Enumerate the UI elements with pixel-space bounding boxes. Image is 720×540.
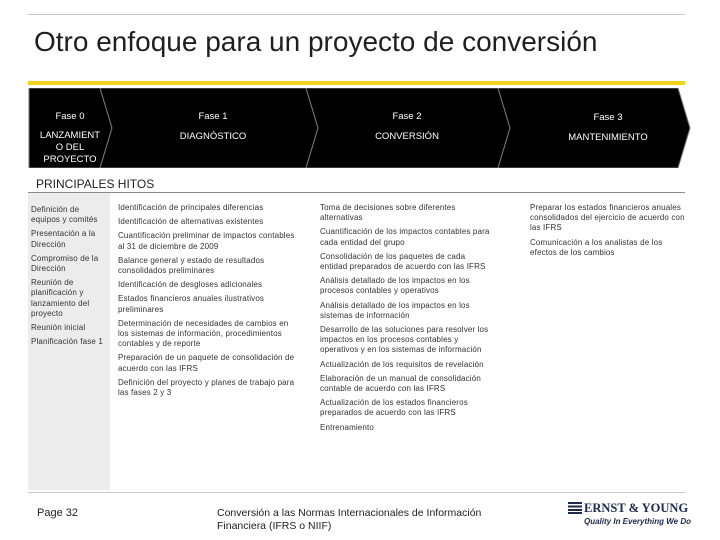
milestone-item: Preparación de un paquete de consolidación de acuerdo con las IFRS bbox=[118, 353, 295, 373]
milestone-item: Análisis detallado de los impactos en los procesos contables y operativos bbox=[320, 276, 470, 296]
milestone-item: Desarrollo de las soluciones para resolver los impactos en los procesos contables y operativos y en los sistemas de información bbox=[320, 325, 489, 355]
phase-0 bbox=[30, 111, 110, 166]
milestone-item: Identificación de principales diferencias bbox=[118, 203, 264, 212]
milestone-item: Estados financieros anuales ilustrativos preliminares bbox=[118, 294, 265, 314]
milestone-item: Toma de decisiones sobre diferentes alternativas bbox=[320, 203, 456, 223]
milestones-phase-1 bbox=[118, 203, 298, 402]
milestone-item: Actualización de los requisitos de revelación bbox=[320, 359, 484, 369]
milestones-phase-2 bbox=[320, 203, 490, 437]
phase-3-number: Fase 3 bbox=[593, 112, 623, 123]
milestones-rule bbox=[28, 192, 685, 193]
phase-3 bbox=[518, 112, 698, 144]
logo-tagline: Quality In Everything We Do bbox=[584, 517, 691, 526]
milestone-item: Reunión de planificación y lanzamiento del proyecto bbox=[31, 278, 90, 318]
footer-caption: Conversión a las Normas Internacionales de Información Financiera (IFRS o NIIF) bbox=[217, 507, 482, 532]
page-number: Page 32 bbox=[37, 507, 78, 519]
milestone-item: Cuantificación preliminar de impactos contables al 31 de diciembre de 2009 bbox=[118, 231, 295, 251]
logo-mark-icon bbox=[568, 502, 582, 514]
milestone-item: Definición del proyecto y planes de trabajo para las fases 2 y 3 bbox=[118, 377, 295, 398]
slide-title: Otro enfoque para un proyecto de conversión bbox=[34, 26, 598, 57]
phase-1-number: Fase 1 bbox=[198, 111, 228, 122]
logo-name: ERNST & YOUNG bbox=[584, 501, 689, 515]
phase-2-label: CONVERSIÓN bbox=[375, 131, 439, 142]
footer-rule bbox=[28, 492, 685, 493]
milestone-item: Presentación a la Dirección bbox=[31, 229, 96, 249]
ernst-young-logo bbox=[568, 500, 691, 530]
milestone-item: Compromiso de la Dirección bbox=[31, 253, 99, 274]
top-rule bbox=[28, 14, 685, 15]
milestone-item: Preparar los estados financieros anuales consolidados del ejercicio de acuerdo con las IFRS bbox=[530, 203, 685, 233]
milestones-heading: PRINCIPALES HITOS bbox=[36, 177, 155, 191]
milestone-item: Planificación fase 1 bbox=[31, 337, 103, 347]
phase-bar bbox=[28, 88, 691, 168]
milestone-item: Cuantificación de los impactos contables para cada entidad del grupo bbox=[320, 227, 490, 247]
milestones-phase-3 bbox=[530, 203, 690, 262]
phase-0-label: LANZAMIENT O DEL PROYECTO bbox=[39, 130, 101, 165]
milestone-item: Elaboración de un manual de consolidación contable de acuerdo con las IFRS bbox=[320, 373, 481, 394]
milestones-phase-0 bbox=[31, 205, 103, 351]
title-accent-bar bbox=[28, 81, 685, 85]
phase-1-label: DIAGNÓSTICO bbox=[179, 131, 247, 142]
milestone-item: Actualización de los estados financieros preparados de acuerdo con las IFRS bbox=[320, 398, 468, 418]
milestone-item: Determinación de necesidades de cambios en los sistemas de información, procedimientos contables y de reporte bbox=[118, 318, 289, 349]
milestone-item: Definición de equipos y comités bbox=[31, 205, 98, 225]
milestone-item: Balance general y estado de resultados consolidados preliminares bbox=[118, 255, 265, 276]
phase-0-number: Fase 0 bbox=[55, 111, 85, 122]
phase-1 bbox=[128, 111, 298, 143]
milestone-item: Análisis detallado de los impactos en los sistemas de información bbox=[320, 300, 470, 320]
milestone-item: Entrenamiento bbox=[320, 422, 374, 432]
phase-2 bbox=[322, 111, 492, 143]
milestone-item: Identificación de desgloses adicionales bbox=[118, 280, 263, 290]
phase-3-label: MANTENIMIENTO bbox=[568, 132, 648, 143]
phase-2-number: Fase 2 bbox=[392, 111, 422, 122]
milestone-item: Identificación de alternativas existentes bbox=[118, 217, 264, 227]
milestone-item: Comunicación a los analistas de los efectos de los cambios bbox=[530, 237, 663, 257]
milestone-item: Reunión inicial bbox=[31, 323, 86, 333]
milestone-item: Consolidación de los paquetes de cada entidad preparados de acuerdo con las IFRS bbox=[320, 251, 486, 272]
